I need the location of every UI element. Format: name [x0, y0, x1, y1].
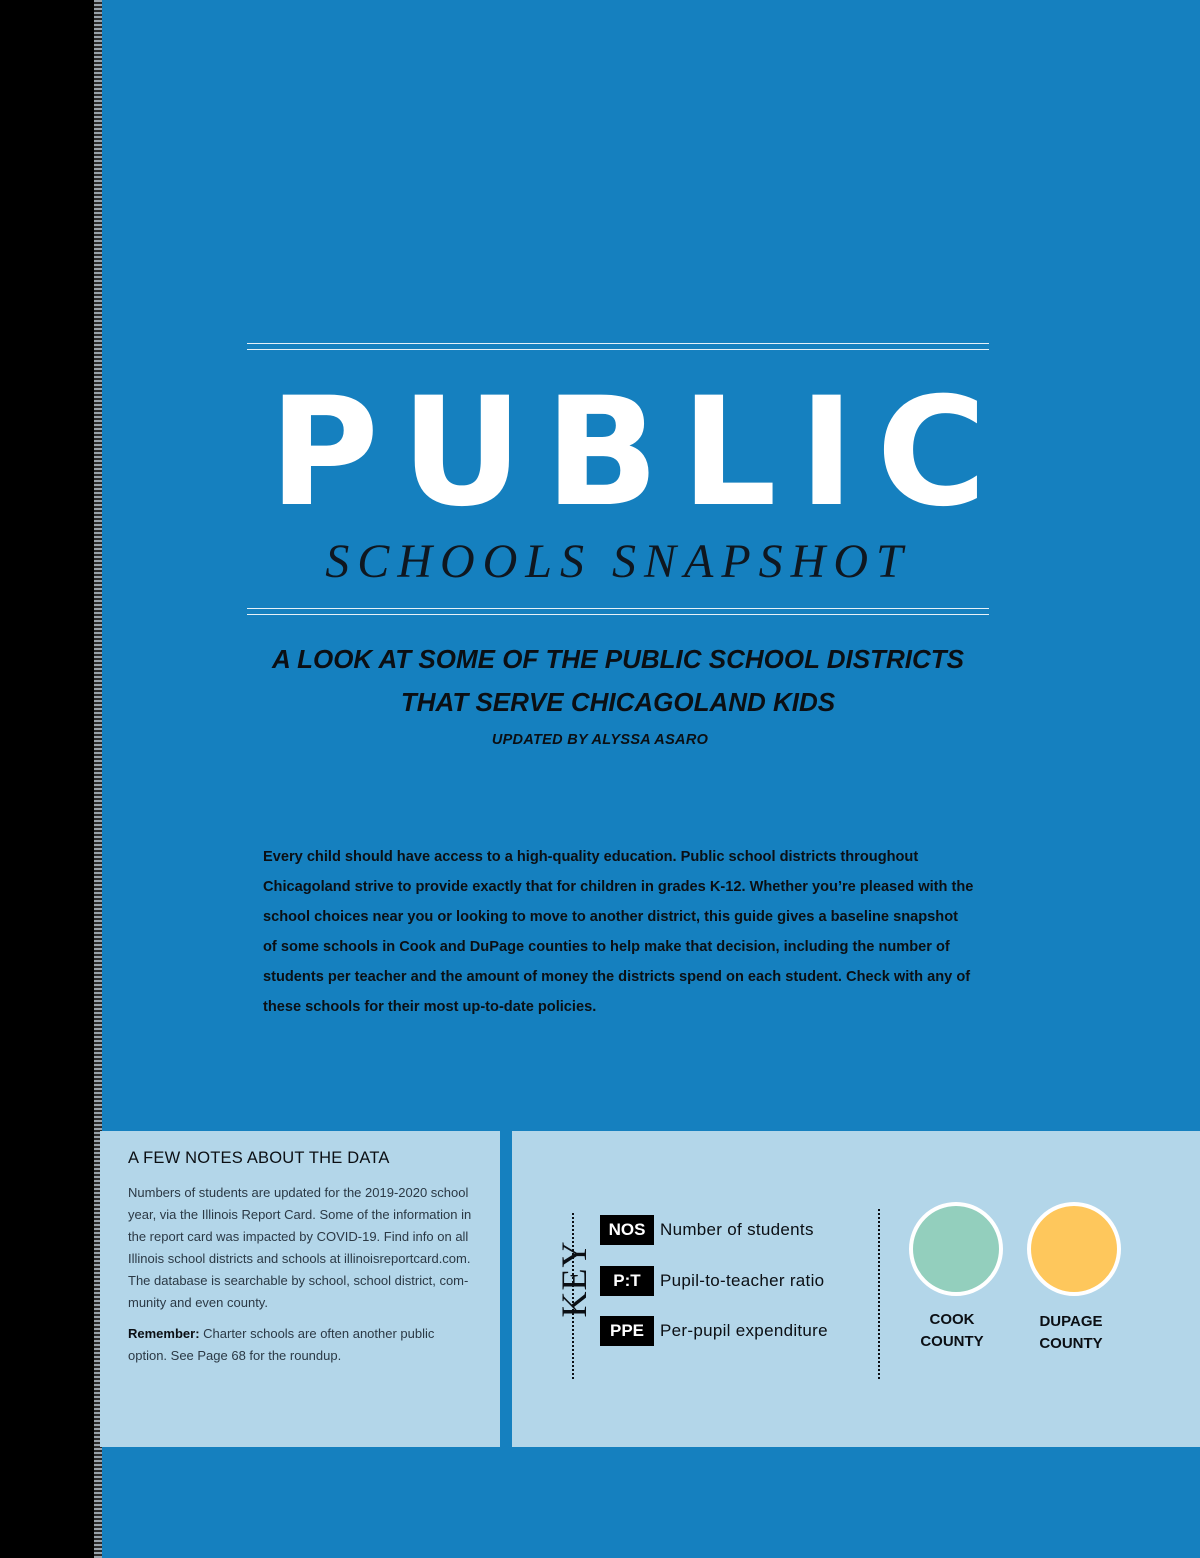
intro-line: students per teacher and the amount of money the districts spend on each student. Check with any of	[263, 969, 971, 985]
remember-label: Remember:	[128, 1326, 200, 1341]
key-abbr: PPE	[600, 1316, 654, 1346]
intro-line: Every child should have access to a high-quality education. Public school districts throughout	[263, 849, 919, 865]
key-panel	[512, 1131, 1200, 1447]
intro-line: of some schools in Cook and DuPage counties to help make that decision, including the number of	[263, 939, 950, 955]
title-rule-top	[247, 343, 989, 350]
intro-line: these schools for their most up-to-date policies.	[263, 999, 597, 1015]
key-divider-dotted	[572, 1213, 574, 1379]
notes-line: munity and even county.	[128, 1295, 268, 1310]
page-title: PUBLIC	[269, 366, 1009, 540]
notes-body	[128, 1182, 490, 1314]
key-item-nos	[600, 1215, 814, 1245]
key-abbr: P:T	[600, 1266, 654, 1296]
key-abbr: NOS	[600, 1215, 654, 1245]
tagline-line-1: A LOOK AT SOME OF THE PUBLIC SCHOOL DISTRICTS	[272, 644, 964, 674]
byline: UPDATED BY ALYSSA ASARO	[491, 732, 709, 748]
notes-remember	[128, 1323, 490, 1367]
county-label-line: COOK	[929, 1311, 975, 1328]
remember-text: Charter schools are often another public	[199, 1326, 435, 1341]
key-label: Per-pupil expenditure	[660, 1321, 828, 1340]
intro-line: school choices near you or looking to move to another district, this guide gives a baseline snapshot	[263, 909, 958, 925]
key-title: KEY	[554, 1240, 594, 1318]
tagline	[200, 638, 1036, 724]
notes-line: The database is searchable by school, school district, com-	[128, 1273, 469, 1288]
cook-county-label	[892, 1309, 1012, 1353]
notes-heading: A FEW NOTES ABOUT THE DATA	[128, 1149, 390, 1167]
dupage-county-label	[1011, 1311, 1131, 1355]
remember-line-1	[128, 1323, 490, 1345]
notes-line: Illinois school districts and schools at illinoisreportcard.com.	[128, 1251, 471, 1266]
county-divider-dotted	[878, 1209, 880, 1379]
dupage-county-swatch	[1027, 1202, 1121, 1296]
remember-line-2: option. See Page 68 for the roundup.	[128, 1348, 342, 1363]
county-label-line: COUNTY	[920, 1333, 984, 1350]
title-rule-bottom	[247, 608, 989, 615]
key-label: Pupil-to-teacher ratio	[660, 1271, 825, 1290]
notes-line: Numbers of students are updated for the 2019-2020 school	[128, 1185, 469, 1200]
notes-line: year, via the Illinois Report Card. Some of the information in	[128, 1207, 472, 1222]
notes-line: the report card was impacted by COVID-19. Find info on all	[128, 1229, 469, 1244]
binding-spine	[0, 0, 94, 1558]
county-label-line: DUPAGE	[1039, 1313, 1103, 1330]
key-item-ppe	[600, 1316, 828, 1346]
tagline-line-2: THAT SERVE CHICAGOLAND KIDS	[400, 687, 836, 717]
intro-paragraph	[263, 842, 1003, 1022]
page-subtitle: SCHOOLS SNAPSHOT	[325, 535, 911, 588]
cook-county-swatch	[909, 1202, 1003, 1296]
data-notes-panel	[100, 1131, 500, 1447]
intro-line: Chicagoland strive to provide exactly that for children in grades K-12. Whether you’re pleased with the	[263, 879, 974, 895]
key-label: Number of students	[660, 1220, 814, 1239]
county-label-line: COUNTY	[1039, 1335, 1103, 1352]
key-item-pt	[600, 1266, 824, 1296]
